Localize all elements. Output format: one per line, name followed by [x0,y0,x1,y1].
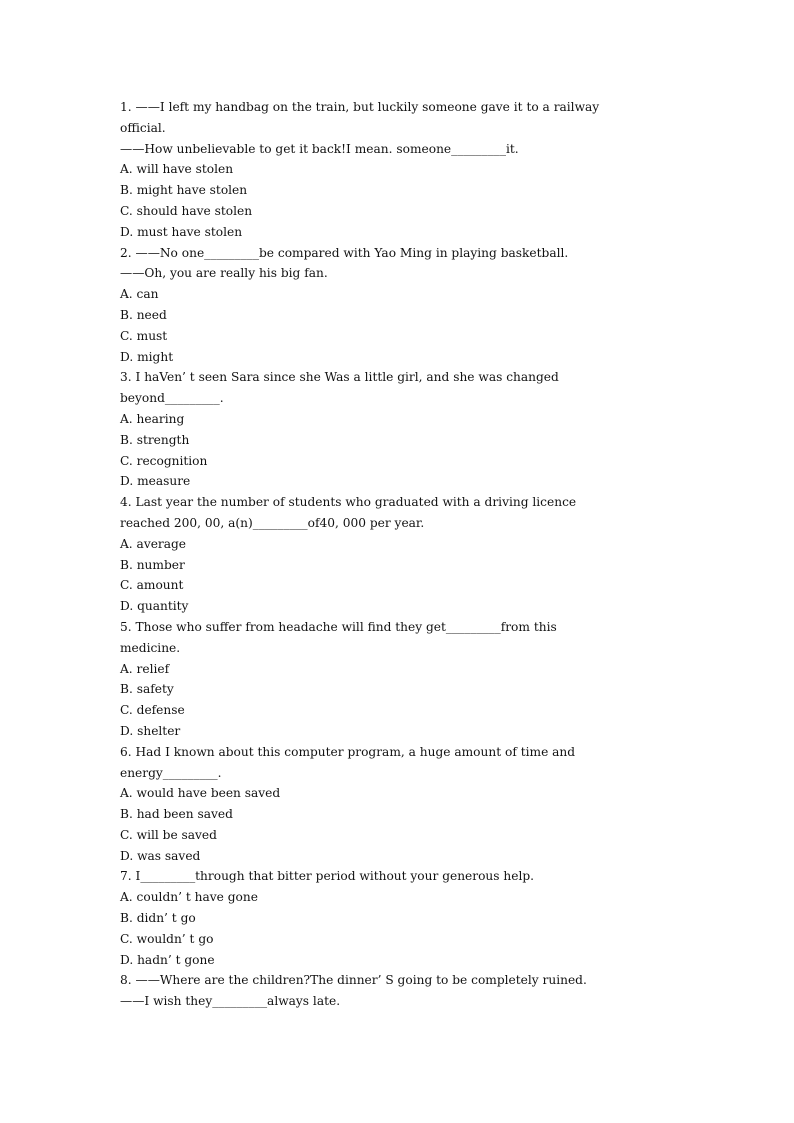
question-3-stem-line-2: beyond_________. [120,391,224,406]
question-4 [120,492,680,617]
question-4-option-a: A. average [120,536,187,551]
question-2 [120,243,680,368]
question-7-option-c: C. wouldn’ t go [120,931,214,946]
question-5-option-b: B. safety [120,682,174,697]
question-8-stem-line-1: 8. ——Where are the children?The dinner’ S going to be completely ruined. [120,973,587,988]
question-3-stem-line-1: 3. I haVen’ t seen Sara since she Was a little girl, and she was changed [120,370,559,385]
document-page [120,97,680,1012]
question-2-stem-line-1: 2. ——No one_________be compared with Yao Ming in playing basketball. [120,245,569,260]
question-1 [120,97,680,243]
question-6-stem-line-1: 6. Had I known about this computer program, a huge amount of time and [120,744,576,759]
question-4-stem-line-1: 4. Last year the number of students who graduated with a driving licence [120,495,577,510]
question-8 [120,970,680,1012]
question-3-option-b: B. strength [120,432,190,447]
question-1-option-d: D. must have stolen [120,224,243,239]
question-2-option-a: A. can [120,287,159,302]
question-1-stem-line-3: ——How unbelievable to get it back!I mean. someone_________it. [120,141,519,156]
question-2-stem-line-2: ——Oh, you are really his big fan. [120,266,328,281]
question-7 [120,866,680,970]
question-1-option-b: B. might have stolen [120,183,248,198]
question-3-option-c: C. recognition [120,453,208,468]
question-5-option-c: C. defense [120,703,185,718]
question-2-option-d: D. might [120,349,174,364]
question-1-stem-line-2: official. [120,120,166,135]
question-6-option-a: A. would have been saved [120,786,281,801]
question-4-option-b: B. number [120,557,185,572]
question-1-option-c: C. should have stolen [120,203,253,218]
question-8-stem-line-2: ——I wish they_________always late. [120,994,341,1009]
question-6-stem-line-2: energy_________. [120,765,222,780]
question-5-option-a: A. relief [120,661,170,676]
question-2-option-b: B. need [120,307,167,322]
question-7-stem-line-1: 7. I_________through that bitter period without your generous help. [120,869,535,884]
question-1-stem-line-1: 1. ——I left my handbag on the train, but luckily someone gave it to a railway [120,100,600,114]
question-7-option-b: B. didn’ t go [120,911,196,926]
question-3-option-d: D. measure [120,474,191,489]
question-5-stem-line-2: medicine. [120,640,181,655]
question-7-option-a: A. couldn’ t have gone [120,890,258,905]
question-4-stem-line-2: reached 200, 00, a(n)_________of40, 000 per year. [120,515,425,530]
question-2-option-c: C. must [120,328,168,343]
question-6-option-c: C. will be saved [120,827,217,842]
question-5-stem-line-1: 5. Those who suffer from headache will find they get_________from this [120,619,557,634]
question-1-option-a: A. will have stolen [120,162,234,177]
question-5-option-d: D. shelter [120,723,181,738]
question-3 [120,367,680,492]
question-6-option-d: D. was saved [120,848,201,863]
question-6-option-b: B. had been saved [120,807,233,822]
question-4-option-c: C. amount [120,578,184,593]
question-6 [120,742,680,867]
question-7-option-d: D. hadn’ t gone [120,952,215,967]
question-5 [120,617,680,742]
question-4-option-d: D. quantity [120,599,189,614]
question-3-option-a: A. hearing [120,411,185,426]
